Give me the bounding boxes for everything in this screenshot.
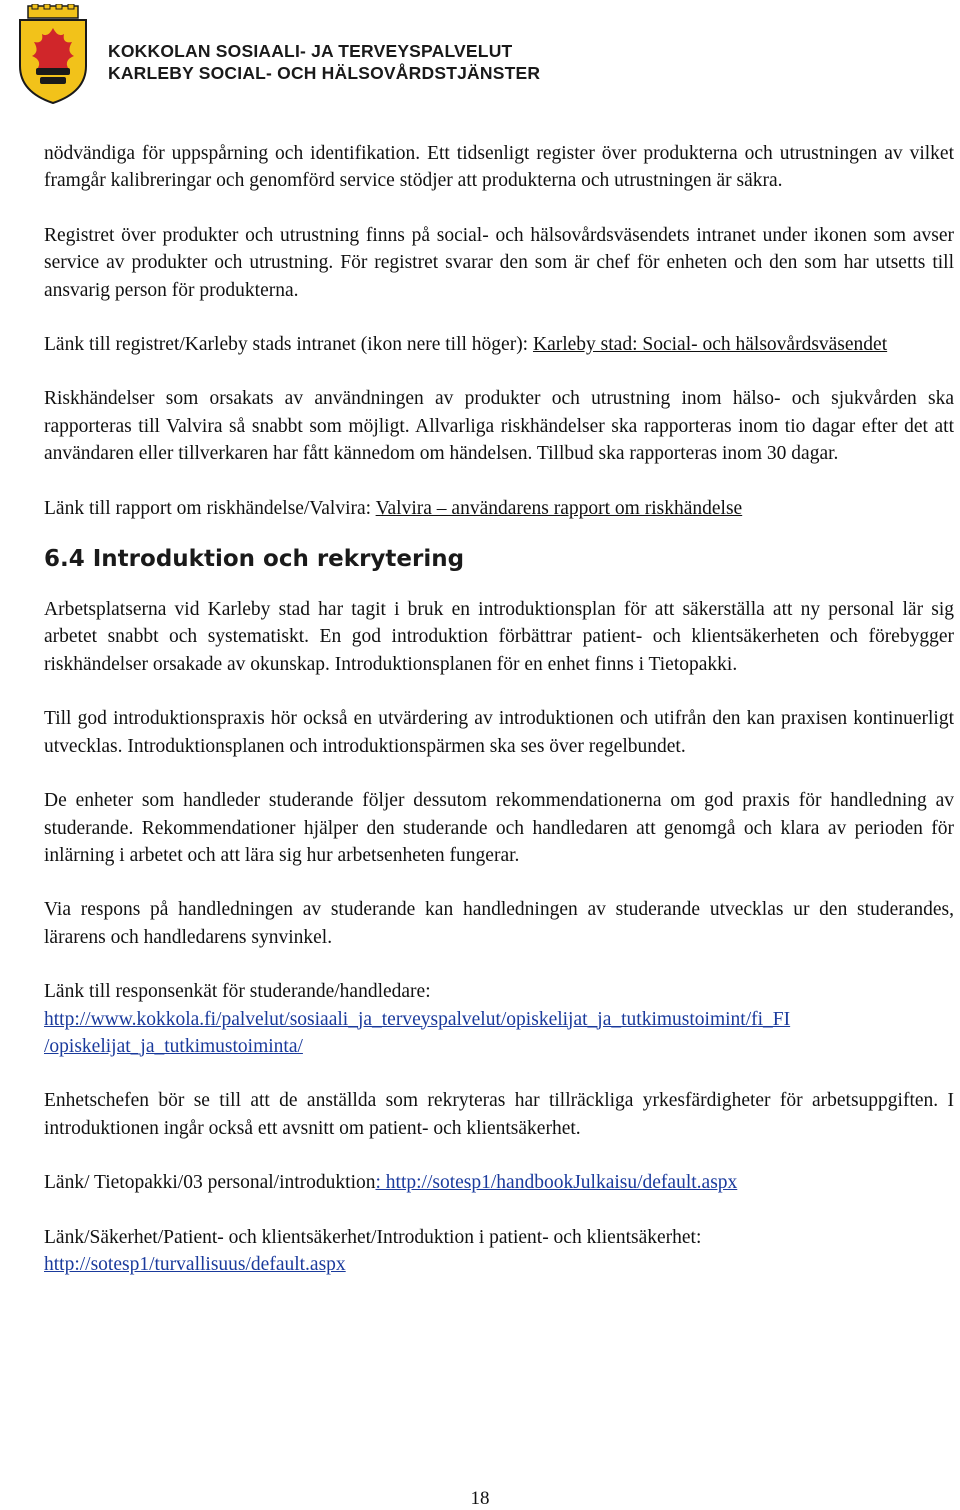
organization-name	[108, 40, 540, 84]
paragraph-tietopakki-link	[44, 1169, 954, 1196]
paragraph-survey-link	[44, 978, 954, 1060]
page-header	[14, 4, 614, 104]
valvira-report-link[interactable]: Valvira – användarens rapport om riskhändelse	[375, 497, 743, 519]
karleby-intranet-link[interactable]: Karleby stad: Social- och hälsovårdsväsendet	[532, 334, 888, 356]
paragraph-register-link	[44, 331, 954, 358]
org-name-swedish: KARLEBY SOCIAL- OCH HÄLSOVÅRDSTJÄNSTER	[108, 63, 541, 83]
valvira-link-label: Länk till rapport om riskhändelse/Valvira:	[44, 497, 376, 519]
section-heading: 6.4 Introduktion och rekrytering	[44, 546, 465, 573]
coat-of-arms-logo	[14, 4, 92, 104]
safety-url-link[interactable]: http://sotesp1/turvallisuus/default.aspx	[44, 1253, 346, 1275]
safety-link-label: Länk/Säkerhet/Patient- och klientsäkerhet/Introduktion i patient- och klientsäkerhet:	[44, 1226, 702, 1248]
paragraph-register-location: Registret över produkter och utrustning finns på social- och hälsovårdsväsendets intranet under ikonen som avser service av produkter och utrustning. För registret svarar den som är chef för enheten och den som har utsetts till ansvarig person för produkterna.	[44, 224, 954, 301]
paragraph-student-feedback: Via respons på handledningen av studerande kan handledningen av studerande utvecklas ur den studerandes, lärarens och handledarens synvinkel.	[44, 899, 954, 948]
paragraph-introduction-practice: Till god introduktionspraxis hör också en utvärdering av introduktionen och utifrån den kan praxisen kontinuerligt utvecklas. Introduktionsplanen och introduktionspärmen ska ses över regelbundet.	[44, 708, 954, 757]
register-link-label: Länk till registret/Karleby stads intranet (ikon nere till höger):	[44, 334, 533, 356]
survey-link-label: Länk till responsenkät för studerande/handledare:	[44, 981, 431, 1003]
survey-url-link-line-1[interactable]: http://www.kokkola.fi/palvelut/sosiaali_ja_terveyspalvelut/opiskelijat_ja_tutkimustoimint/fi_FI	[44, 1008, 791, 1030]
paragraph-risk-events: Riskhändelser som orsakats av användningen av produkter och utrustning inom hälso- och sjukvården ska rapporteras till Valvira så snabbt som möjligt. Allvarliga riskhändelser ska rapporteras inom tio dagar efter det att användaren eller tillverkaren har fått kännedom om händelsen. Tillbud ska rapporteras inom 30 dagar.	[44, 388, 954, 465]
org-name-finnish: KOKKOLAN SOSIAALI- JA TERVEYSPALVELUT	[108, 41, 513, 61]
handbook-url-link[interactable]: : http://sotesp1/handbookJulkaisu/default.aspx	[375, 1172, 738, 1194]
paragraph-introduction-plan: Arbetsplatserna vid Karleby stad har tagit i bruk en introduktionsplan för att säkerställa att ny personal lär sig arbetet snabbt och systematiskt. En god introduktion förbättrar patient- och klientsäkerheten och förebygger riskhändelser orsakade av okunskap. Introduktionsplanen för en enhet finns i Tietopakki.	[44, 599, 954, 675]
paragraph-register-intro: nödvändiga för uppspårning och identifikation. Ett tidsenligt register över produkterna och utrustningen av vilket framgår kalibreringar och genomförd service stödjer att produkterna och utrustningen är säkra.	[44, 143, 954, 192]
paragraph-safety-link	[44, 1224, 954, 1279]
page-number: 18	[470, 1488, 490, 1509]
tietopakki-link-label: Länk/ Tietopakki/03 personal/introduktion	[44, 1172, 376, 1194]
paragraph-student-supervision: De enheter som handleder studerande följer dessutom rekommendationerna om god praxis för handledning av studerande. Rekommendationer hjälper den studerande och handledaren att genomgå och klara av perioden för inlärning i arbetet och att lära sig hur arbetsenheten fungerar.	[44, 790, 954, 866]
paragraph-recruitment: Enhetschefen bör se till att de anställda som rekryteras har tillräckliga yrkesfärdigheter för arbetsuppgiften. I introduktionen ingår också ett avsnitt om patient- och klientsäkerhet.	[44, 1090, 954, 1139]
survey-url-link-line-2[interactable]: /opiskelijat_ja_tutkimustoiminta/	[44, 1035, 303, 1057]
document-body	[44, 140, 954, 1278]
paragraph-valvira-link	[44, 495, 954, 522]
